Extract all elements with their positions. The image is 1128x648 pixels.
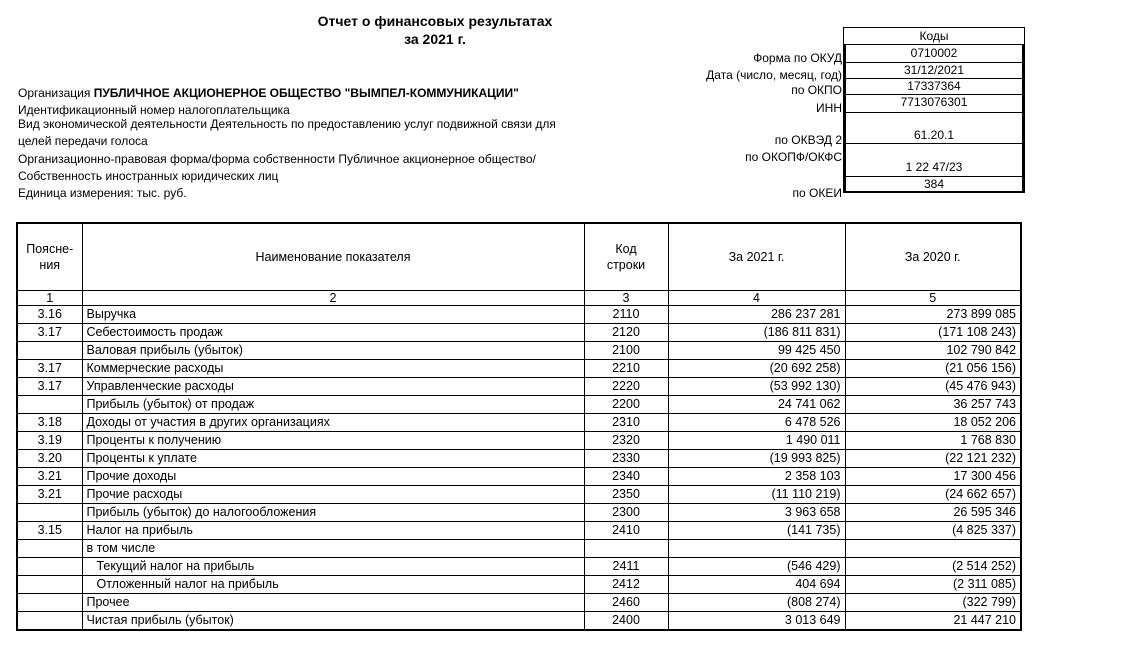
- activity-text-2: целей передачи голоса: [18, 134, 148, 148]
- row-value-2020: (2 514 252): [845, 558, 1021, 576]
- row-note: 3.20: [17, 450, 82, 468]
- header-2020: За 2020 г.: [845, 223, 1021, 291]
- row-value-2020: (4 825 337): [845, 522, 1021, 540]
- org-name-line: [18, 86, 519, 100]
- header-2021: За 2021 г.: [668, 223, 845, 291]
- activity-text-1: Вид экономической деятельности Деятельность по предоставлению услуг подвижной связи для: [18, 117, 556, 131]
- col-num: 1: [17, 291, 82, 306]
- table-row: [17, 378, 1021, 396]
- okpo-code: 17337364: [846, 78, 1022, 94]
- table-row: [17, 360, 1021, 378]
- row-note: 3.17: [17, 378, 82, 396]
- row-value-2021: (141 735): [668, 522, 845, 540]
- row-value-2021: 1 490 011: [668, 432, 845, 450]
- row-value-2021: 3 963 658: [668, 504, 845, 522]
- table-row: [17, 306, 1021, 324]
- row-code: 2350: [584, 486, 668, 504]
- row-name: Прибыль (убыток) до налогообложения: [82, 504, 584, 522]
- header-name: Наименование показателя: [82, 223, 584, 291]
- row-code: 2412: [584, 576, 668, 594]
- row-value-2021: (53 992 130): [668, 378, 845, 396]
- row-value-2021: (186 811 831): [668, 324, 845, 342]
- table-row: [17, 612, 1021, 631]
- row-code: 2210: [584, 360, 668, 378]
- row-code: 2120: [584, 324, 668, 342]
- org-name: ПУБЛИЧНОЕ АКЦИОНЕРНОЕ ОБЩЕСТВО "ВЫМПЕЛ-КОММУНИКАЦИИ": [93, 86, 519, 100]
- row-note: [17, 558, 82, 576]
- row-name: Проценты к получению: [82, 432, 584, 450]
- row-value-2020: (2 311 085): [845, 576, 1021, 594]
- okopf-label: по ОКОПФ/ОКФС: [745, 150, 842, 164]
- row-note: 3.15: [17, 522, 82, 540]
- row-name: Проценты к уплате: [82, 450, 584, 468]
- row-note: 3.18: [17, 414, 82, 432]
- row-code: [584, 540, 668, 558]
- table-row: [17, 558, 1021, 576]
- row-value-2020: 36 257 743: [845, 396, 1021, 414]
- row-value-2021: [668, 540, 845, 558]
- row-value-2021: 286 237 281: [668, 306, 845, 324]
- row-value-2021: 2 358 103: [668, 468, 845, 486]
- row-value-2021: 404 694: [668, 576, 845, 594]
- row-value-2021: 3 013 649: [668, 612, 845, 631]
- row-note: [17, 576, 82, 594]
- table-row: [17, 504, 1021, 522]
- row-code: 2460: [584, 594, 668, 612]
- report-title-line1: Отчет о финансовых результатах: [317, 13, 553, 29]
- table-row: [17, 324, 1021, 342]
- row-value-2021: 6 478 526: [668, 414, 845, 432]
- row-name: Прочие расходы: [82, 486, 584, 504]
- row-name: Текущий налог на прибыль: [82, 558, 584, 576]
- codes-box: [843, 27, 1025, 193]
- table-row: [17, 396, 1021, 414]
- report-title: [220, 12, 650, 48]
- table-row: [17, 468, 1021, 486]
- row-note: 3.21: [17, 468, 82, 486]
- table-row: [17, 594, 1021, 612]
- financial-results-table: [16, 222, 1022, 631]
- row-value-2020: 273 899 085: [845, 306, 1021, 324]
- row-note: 3.19: [17, 432, 82, 450]
- row-name: Отложенный налог на прибыль: [82, 576, 584, 594]
- row-name: Прочее: [82, 594, 584, 612]
- col-num: 3: [584, 291, 668, 306]
- table-row: [17, 342, 1021, 360]
- report-title-line2: за 2021 г.: [404, 31, 466, 47]
- row-code: 2110: [584, 306, 668, 324]
- row-value-2020: 21 447 210: [845, 612, 1021, 631]
- row-code: 2340: [584, 468, 668, 486]
- inn-label: ИНН: [816, 101, 842, 115]
- row-name: Чистая прибыль (убыток): [82, 612, 584, 631]
- okei-code: 384: [846, 176, 1022, 191]
- row-value-2021: (808 274): [668, 594, 845, 612]
- row-name: Управленческие расходы: [82, 378, 584, 396]
- row-note: [17, 342, 82, 360]
- okved-label: по ОКВЭД 2: [774, 133, 842, 147]
- row-note: [17, 540, 82, 558]
- date-label: Дата (число, месяц, год): [706, 68, 842, 82]
- row-value-2021: (19 993 825): [668, 450, 845, 468]
- okud-code: 0710002: [910, 46, 958, 60]
- inn-text: Идентификационный номер налогоплательщика: [18, 103, 290, 117]
- table-row: [17, 450, 1021, 468]
- column-number-row: [17, 291, 1021, 306]
- okei-label: по ОКЕИ: [792, 186, 842, 200]
- row-value-2020: (322 799): [845, 594, 1021, 612]
- row-name: Прочие доходы: [82, 468, 584, 486]
- row-value-2021: (11 110 219): [668, 486, 845, 504]
- okpo-label: по ОКПО: [791, 83, 842, 97]
- row-value-2021: 24 741 062: [668, 396, 845, 414]
- row-name: Коммерческие расходы: [82, 360, 584, 378]
- row-code: 2220: [584, 378, 668, 396]
- legal-form-text-1: Организационно-правовая форма/форма собственности Публичное акционерное общество/: [18, 152, 536, 166]
- row-note: [17, 594, 82, 612]
- row-value-2020: 102 790 842: [845, 342, 1021, 360]
- row-value-2020: 1 768 830: [845, 432, 1021, 450]
- row-code: 2400: [584, 612, 668, 631]
- row-code: 2410: [584, 522, 668, 540]
- header-code: Код строки: [584, 223, 668, 291]
- row-name: Налог на прибыль: [82, 522, 584, 540]
- row-note: 3.17: [17, 360, 82, 378]
- unit-text: Единица измерения: тыс. руб.: [18, 186, 187, 200]
- row-name: в том числе: [82, 540, 584, 558]
- row-note: [17, 396, 82, 414]
- row-code: 2320: [584, 432, 668, 450]
- org-label: Организация: [18, 86, 91, 100]
- table-row: [17, 576, 1021, 594]
- row-name: Себестоимость продаж: [82, 324, 584, 342]
- table-row: [17, 522, 1021, 540]
- row-note: 3.21: [17, 486, 82, 504]
- row-value-2021: (20 692 258): [668, 360, 845, 378]
- codes-header: Коды: [844, 28, 1024, 45]
- row-value-2020: (171 108 243): [845, 324, 1021, 342]
- okud-label: Форма по ОКУД: [753, 51, 842, 65]
- row-name: Валовая прибыль (убыток): [82, 342, 584, 360]
- row-value-2020: 17 300 456: [845, 468, 1021, 486]
- row-name: Доходы от участия в других организациях: [82, 414, 584, 432]
- row-value-2021: (546 429): [668, 558, 845, 576]
- row-code: 2411: [584, 558, 668, 576]
- header-note: Поясне- ния: [17, 223, 82, 291]
- row-value-2021: 99 425 450: [668, 342, 845, 360]
- legal-form-text-2: Собственность иностранных юридических лиц: [18, 169, 279, 183]
- table-row: [17, 540, 1021, 558]
- okved-code: 61.20.1: [846, 112, 1022, 143]
- inn-code: 7713076301: [846, 94, 1022, 112]
- row-value-2020: (21 056 156): [845, 360, 1021, 378]
- row-value-2020: [845, 540, 1021, 558]
- codes-values: [844, 45, 1024, 193]
- row-code: 2310: [584, 414, 668, 432]
- row-value-2020: (22 121 232): [845, 450, 1021, 468]
- row-code: 2100: [584, 342, 668, 360]
- row-name: Прибыль (убыток) от продаж: [82, 396, 584, 414]
- row-code: 2300: [584, 504, 668, 522]
- okopf-code: 1 22 47/23: [846, 143, 1022, 176]
- row-value-2020: (45 476 943): [845, 378, 1021, 396]
- table-header-row: [17, 223, 1021, 291]
- table-row: [17, 432, 1021, 450]
- row-value-2020: (24 662 657): [845, 486, 1021, 504]
- table-row: [17, 486, 1021, 504]
- row-note: 3.17: [17, 324, 82, 342]
- col-num: 2: [82, 291, 584, 306]
- date-code: 31/12/2021: [846, 62, 1022, 78]
- row-code: 2200: [584, 396, 668, 414]
- col-num: 5: [845, 291, 1021, 306]
- row-code: 2330: [584, 450, 668, 468]
- row-note: [17, 612, 82, 631]
- col-num: 4: [668, 291, 845, 306]
- row-name: Выручка: [82, 306, 584, 324]
- row-note: [17, 504, 82, 522]
- row-note: 3.16: [17, 306, 82, 324]
- table-row: [17, 414, 1021, 432]
- row-value-2020: 18 052 206: [845, 414, 1021, 432]
- row-value-2020: 26 595 346: [845, 504, 1021, 522]
